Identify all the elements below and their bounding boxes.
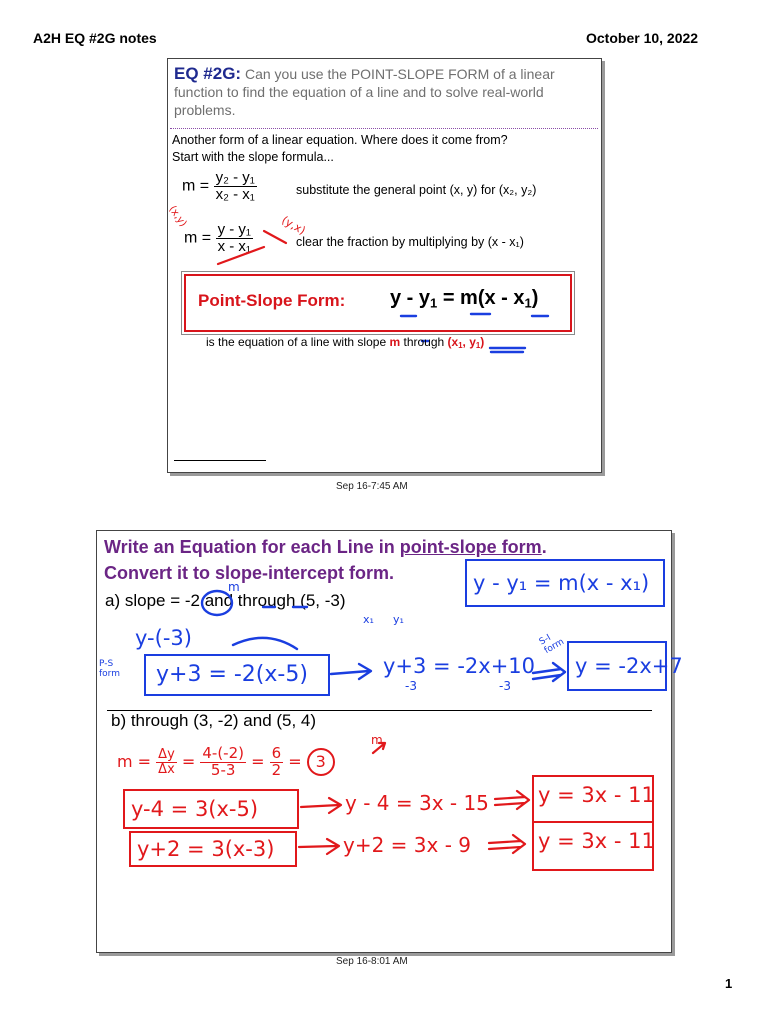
formula2-denominator: x - x₁ (217, 237, 251, 255)
ink-b-result-1: y = 3x - 11 (538, 783, 655, 807)
boxed-general-form: y - y₁ = m(x - x₁) (465, 559, 665, 607)
ink-b-slope: m = $\frac{\Delta y}{\Delta x}$ = $\frac{4-(-2)}{5-3}$ = $\frac{6}{2}$ = 3 (117, 746, 335, 779)
form-equation: $y - y_1 = m(x - x_1)$ (390, 287, 539, 311)
desc-through: through (403, 335, 445, 349)
page-number: 1 (725, 976, 733, 991)
slide1-timestamp: Sep 16-7:45 AM (336, 481, 408, 492)
doc-date: October 10, 2022 (586, 30, 699, 46)
title-underlined: point-slope form (399, 537, 542, 557)
ink-x1-label: x₁ (363, 613, 374, 626)
boxed-a-equation: y+3 = -2(x-5) (144, 654, 330, 696)
m-equals-2: m = (184, 229, 212, 247)
intro-line-2: Start with the slope formula... (172, 150, 334, 164)
slide1-question: Can you use the POINT-SLOPE FORM of a linear function to find the equation of a line and to solve real-world problems. (174, 66, 555, 118)
form-label: Point-Slope Form: (198, 291, 346, 310)
slide2-ink-strokes (97, 531, 671, 952)
desc-text: is the equation of a line with slope (206, 335, 387, 349)
arrow-b-2 (495, 791, 529, 809)
formula1-denominator: x₂ - x₁ (215, 185, 255, 203)
title-line-2: Convert it to slope-intercept form. (104, 563, 395, 583)
ink-a-expanded: y+3 = -2x+10 (383, 654, 536, 678)
short-rule (174, 460, 266, 461)
boxed-b-equation-2: y+2 = 3(x-3) (129, 831, 297, 867)
clear-fraction-note: clear the fraction by multiplying by (x - x₁) (296, 235, 524, 249)
ink-b-expanded-2: y+2 = 3x - 9 (343, 833, 472, 857)
form-description (206, 335, 484, 350)
ink-si-label: S-I form (537, 633, 566, 657)
distribute-arc (233, 638, 297, 649)
arrow-a-2 (533, 663, 565, 681)
desc-point: ($x_1$, $y_1$) (447, 335, 485, 350)
ink-y1-label: y₁ (393, 613, 404, 626)
boxed-b-equation-1: y-4 = 3(x-5) (123, 789, 299, 829)
slide1-title-label: EQ #2G: (174, 64, 242, 83)
ink-xy-note: (x,y) (166, 203, 189, 230)
substitute-note: substitute the general point (x, y) for (x₂, y₂) (296, 183, 537, 197)
arrow-b-3 (299, 839, 339, 854)
strike-x1 (218, 247, 264, 264)
formula1-numerator: y₂ - y₁ (215, 169, 255, 186)
arrow-b-1 (301, 798, 341, 813)
ink-yx-note: (y,x) (279, 213, 308, 238)
slide1-ink-strokes (168, 59, 601, 472)
part-a: a) slope = -2 and through (5, -3) (105, 591, 346, 610)
ink-m-arrow-label: m (371, 733, 383, 747)
title-text: Write an Equation for each Line in (104, 537, 400, 557)
ink-minus3-left: -3 (405, 679, 417, 693)
ink-substitution: y-(-3) (135, 626, 192, 650)
arrow-a-1 (331, 664, 371, 679)
desc-slope-m: m (389, 335, 401, 349)
slide-2 (96, 530, 683, 953)
slide-1 (167, 58, 602, 473)
ink-ps-label: P-S form (99, 659, 120, 679)
underline-point (490, 348, 525, 352)
ink-b-expanded-1: y - 4 = 3x - 15 (345, 791, 489, 815)
arrow-m (373, 743, 385, 753)
ink-m-eq: m = (117, 751, 152, 771)
circle-slope (202, 591, 232, 615)
arrow-b-4 (489, 835, 525, 853)
ink-minus3-right: -3 (499, 679, 511, 693)
part-b: b) through (3, -2) and (5, 4) (111, 711, 317, 730)
formula2-numerator: y - y₁ (217, 221, 251, 238)
boxed-a-result: y = -2x+7 (567, 641, 667, 691)
m-equals: m = (182, 177, 210, 195)
strike-y1 (264, 231, 286, 243)
point-slope-box (184, 274, 572, 332)
slide2-timestamp: Sep 16-8:01 AM (336, 956, 408, 967)
intro-line-1: Another form of a linear equation. Where does it come from? (172, 133, 508, 147)
title-period: . (541, 537, 547, 557)
doc-title: A2H EQ #2G notes (33, 30, 157, 46)
ink-m-over-slope: m (228, 580, 240, 594)
ink-b-result-2: y = 3x - 11 (538, 829, 655, 853)
